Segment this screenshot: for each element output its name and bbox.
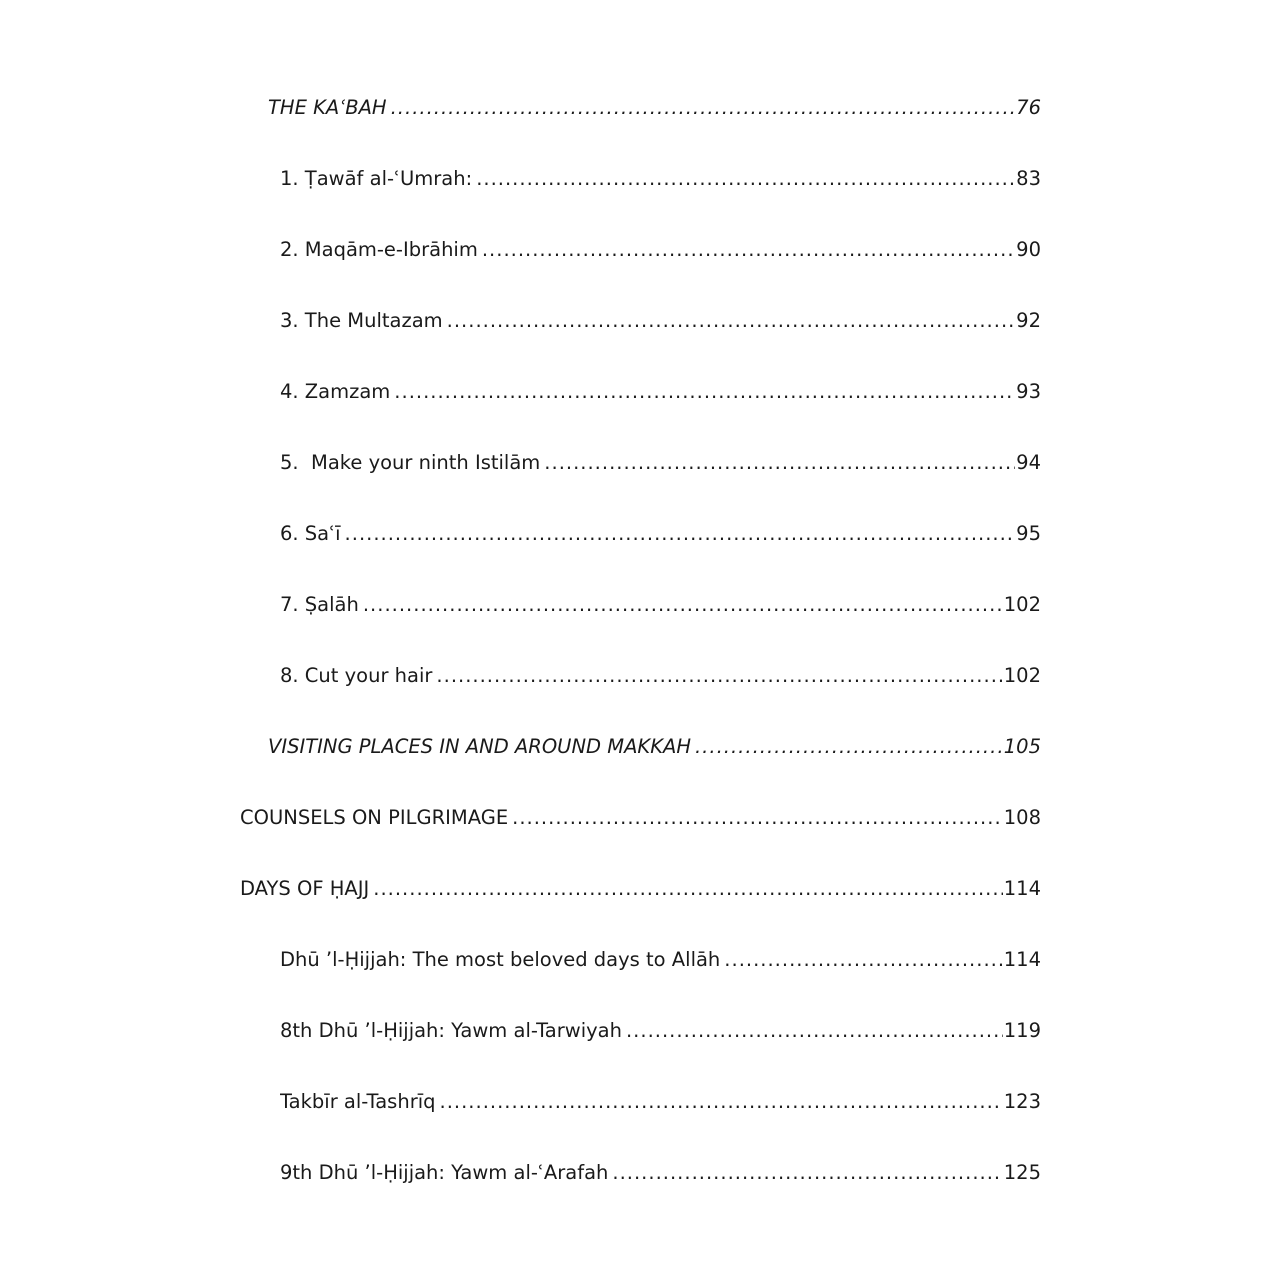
toc-entry-page: 93: [1016, 380, 1041, 403]
dot-leader: [476, 164, 1015, 194]
toc-entry-page: 83: [1016, 167, 1041, 190]
toc-entry-salah: [280, 590, 1041, 620]
toc-entry-the-multazam: [280, 306, 1041, 336]
toc-entry-ninth-istilam: [280, 448, 1041, 478]
dot-leader: [394, 377, 1015, 407]
dot-leader: [447, 306, 1016, 336]
dot-leader: [482, 235, 1015, 265]
toc-entry-page: 108: [1003, 806, 1041, 829]
toc-entry-label: THE KAʿBAH: [268, 96, 387, 119]
toc-entry-label: DAYS OF ḤAJJ: [240, 877, 370, 900]
toc-entry-label: 6. Saʿī: [280, 522, 341, 545]
toc-entry-zamzam: [280, 377, 1041, 407]
toc-entry-label: 1. Ṭawāf al-ʿUmrah:: [280, 167, 473, 190]
dot-leader: [512, 803, 1003, 833]
toc-entry-dhul-hijjah-beloved-days: [280, 945, 1041, 975]
toc-entry-page: 94: [1016, 451, 1041, 474]
toc-entry-label: VISITING PLACES IN AND AROUND MAKKAH: [268, 735, 691, 758]
toc-entry-takbir-al-tashriq: [280, 1087, 1041, 1117]
toc-entry-yawm-al-tarwiyah: [280, 1016, 1041, 1046]
toc-entry-page: 102: [1003, 593, 1041, 616]
toc-entry-tawaf-al-umrah: [280, 164, 1041, 194]
toc-entry-page: 92: [1016, 309, 1041, 332]
dot-leader: [626, 1016, 1003, 1046]
toc-entry-page: 119: [1003, 1019, 1041, 1042]
toc-entry-page: 90: [1016, 238, 1041, 261]
toc-entry-label: 5. Make your ninth Istilām: [280, 451, 541, 474]
toc-entry-yawm-al-arafah: [280, 1158, 1041, 1188]
toc-entry-page: 105: [1003, 735, 1041, 758]
toc-entry-label: Takbīr al-Tashrīq: [280, 1090, 436, 1113]
toc-entry-label: COUNSELS ON PILGRIMAGE: [240, 806, 509, 829]
dot-leader: [391, 93, 1016, 123]
toc-entry-page: 114: [1003, 948, 1041, 971]
toc-entry-label: 8. Cut your hair: [280, 664, 433, 687]
toc-entry-label: 4. Zamzam: [280, 380, 391, 403]
toc-entry-page: 123: [1003, 1090, 1041, 1113]
dot-leader: [373, 874, 1003, 904]
toc-entry-page: 125: [1003, 1161, 1041, 1184]
dot-leader: [363, 590, 1003, 620]
dot-leader: [724, 945, 1002, 975]
dot-leader: [544, 448, 1015, 478]
toc-entry-sai: [280, 519, 1041, 549]
toc-entry-label: Dhū ’l-Ḥijjah: The most beloved days to Allāh: [280, 948, 721, 971]
dot-leader: [612, 1158, 1002, 1188]
toc-entry-label: 2. Maqām-e-Ibrāhim: [280, 238, 478, 261]
toc-entry-visiting-places: [268, 732, 1041, 762]
toc-entry-days-of-hajj: [240, 874, 1041, 904]
dot-leader: [440, 1087, 1003, 1117]
toc-entry-page: 76: [1016, 96, 1041, 119]
toc-entry-counsels-on-pilgrimage: [240, 803, 1041, 833]
dot-leader: [436, 661, 1002, 691]
toc-entry-label: 3. The Multazam: [280, 309, 443, 332]
toc-entry-label: 8th Dhū ’l-Ḥijjah: Yawm al-Tarwiyah: [280, 1019, 622, 1042]
toc-entry-page: 95: [1016, 522, 1041, 545]
toc-entry-cut-your-hair: [280, 661, 1041, 691]
dot-leader: [345, 519, 1016, 549]
toc-entry-page: 102: [1003, 664, 1041, 687]
toc-entry-label: 9th Dhū ’l-Ḥijjah: Yawm al-ʿArafah: [280, 1161, 609, 1184]
dot-leader: [695, 732, 1003, 762]
toc-entry-page: 114: [1003, 877, 1041, 900]
toc-entry-label: 7. Ṣalāh: [280, 593, 359, 616]
toc-entry-maqam-e-ibrahim: [280, 235, 1041, 265]
toc-entry-the-kabah: [268, 93, 1041, 123]
